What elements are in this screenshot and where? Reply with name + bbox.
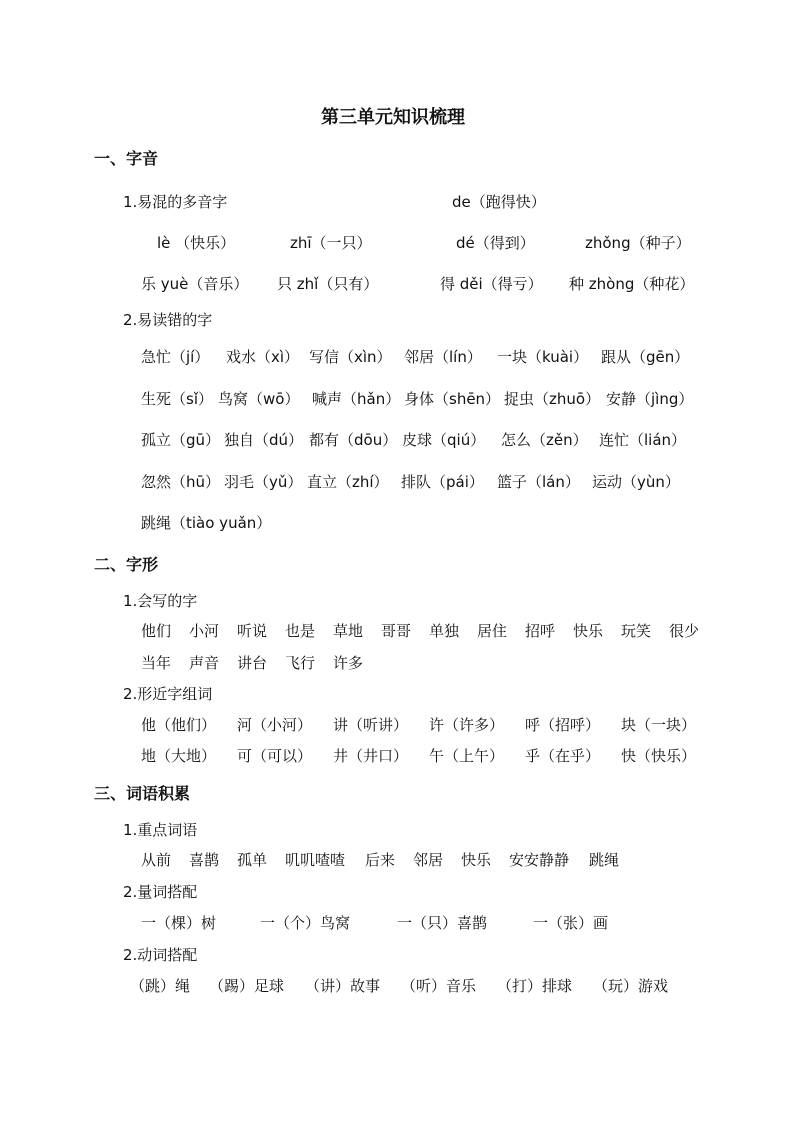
writable-word: 声音 (189, 654, 220, 672)
subheading-misread: 2.易读错的字 (123, 311, 213, 329)
key-word: 快乐 (461, 851, 492, 869)
writable-word: 也是 (285, 622, 316, 640)
verb-phrase: （踢）足球 (209, 977, 285, 995)
section-heading-pronunciation: 一、字音 (94, 149, 159, 168)
misread-word: 都有（dōu） (309, 431, 398, 449)
misread-word: 喊声（hǎn） (312, 390, 401, 408)
verb-phrase: （跳）绳 (130, 977, 191, 995)
similar-char-pair: 他（他们） (141, 716, 217, 734)
misread-word: 一块（kuài） (497, 348, 589, 366)
similar-char-pair: 讲（听讲） (333, 716, 409, 734)
key-word: 孤单 (237, 851, 268, 869)
subheading-similar-chars: 2.形近字组词 (123, 685, 213, 703)
misread-word: 写信（xìn） (309, 348, 392, 366)
subheading-writable: 1.会写的字 (123, 592, 198, 610)
writable-word: 招呼 (525, 622, 556, 640)
measure-phrase: 一（个）鸟窝 (260, 914, 351, 932)
writable-word: 哥哥 (381, 622, 412, 640)
key-word: 跳绳 (589, 851, 620, 869)
misread-word: 忽然（hū） (141, 473, 221, 491)
misread-word: 独自（dú） (224, 431, 304, 449)
section-heading-character-form: 二、字形 (94, 555, 159, 574)
polyphonic-item: dé（得到） (456, 234, 535, 252)
similar-char-pair: 许（许多） (429, 716, 505, 734)
writable-word: 小河 (189, 622, 220, 640)
similar-char-pair: 快（快乐） (621, 747, 697, 765)
similar-char-pair: 河（小河） (237, 716, 313, 734)
writable-word: 玩笑 (621, 622, 652, 640)
polyphonic-item: 乐 yuè（音乐） (141, 275, 249, 293)
misread-word: 跳绳（tiào yuǎn） (141, 514, 272, 532)
section-heading-vocabulary: 三、词语积累 (94, 784, 191, 803)
misread-word: 安静（jìng） (606, 390, 694, 408)
writable-word: 居住 (477, 622, 508, 640)
writable-word: 当年 (141, 654, 172, 672)
similar-char-pair: 地（大地） (141, 747, 217, 765)
polyphonic-de: de（跑得快） (452, 193, 546, 211)
similar-char-pair: 午（上午） (429, 747, 505, 765)
verb-phrase: （玩）游戏 (593, 977, 669, 995)
misread-word: 篮子（lán） (497, 473, 580, 491)
writable-word: 讲台 (237, 654, 268, 672)
similar-char-pair: 可（可以） (237, 747, 313, 765)
subheading-verb-collocations: 2.动词搭配 (123, 946, 198, 964)
polyphonic-item: 得 děi（得亏） (440, 275, 543, 293)
polyphonic-item: zhī（一只） (290, 234, 372, 252)
verb-phrase: （听）音乐 (401, 977, 477, 995)
misread-word: 羽毛（yǔ） (224, 473, 303, 491)
subheading-key-words: 1.重点词语 (123, 821, 198, 839)
key-word: 从前 (141, 851, 172, 869)
writable-word: 听说 (237, 622, 268, 640)
similar-char-pair: 块（一块） (621, 716, 697, 734)
polyphonic-item: zhǒng（种子） (585, 234, 691, 252)
writable-word: 许多 (333, 654, 364, 672)
writable-word: 很少 (669, 622, 700, 640)
misread-word: 戏水（xì） (226, 348, 300, 366)
measure-phrase: 一（张）画 (533, 914, 609, 932)
misread-word: 生死（sǐ） (141, 390, 213, 408)
misread-word: 跟从（gēn） (601, 348, 690, 366)
verb-phrase: （打）排球 (497, 977, 573, 995)
subheading-polyphonic: 1.易混的多音字 (123, 193, 228, 211)
misread-word: 急忙（jí） (141, 348, 210, 366)
misread-word: 皮球（qiú） (402, 431, 486, 449)
measure-phrase: 一（棵）树 (141, 914, 217, 932)
measure-phrase: 一（只）喜鹊 (397, 914, 488, 932)
misread-word: 身体（shēn） (404, 390, 501, 408)
misread-word: 怎么（zěn） (501, 431, 588, 449)
key-word: 后来 (365, 851, 396, 869)
key-word: 邻居 (413, 851, 444, 869)
writable-word: 飞行 (285, 654, 316, 672)
polyphonic-item: lè （快乐） (157, 234, 236, 252)
key-word: 安安静静 (509, 851, 570, 869)
misread-word: 鸟窝（wō） (218, 390, 300, 408)
misread-word: 连忙（lián） (599, 431, 687, 449)
misread-word: 运动（yùn） (592, 473, 680, 491)
misread-word: 孤立（gū） (141, 431, 221, 449)
polyphonic-item: 种 zhòng（种花） (569, 275, 695, 293)
subheading-measure-words: 2.量词搭配 (123, 883, 198, 901)
misread-word: 排队（pái） (401, 473, 484, 491)
similar-char-pair: 井（井口） (333, 747, 409, 765)
writable-word: 草地 (333, 622, 364, 640)
similar-char-pair: 乎（在乎） (525, 747, 601, 765)
key-word: 喜鹊 (189, 851, 220, 869)
verb-phrase: （讲）故事 (305, 977, 381, 995)
misread-word: 直立（zhí） (307, 473, 389, 491)
key-word: 叽叽喳喳 (285, 851, 346, 869)
misread-word: 邻居（lín） (404, 348, 482, 366)
writable-word: 快乐 (573, 622, 604, 640)
misread-word: 捉虫（zhuō） (504, 390, 601, 408)
writable-word: 他们 (141, 622, 172, 640)
writable-word: 单独 (429, 622, 460, 640)
page-title: 第三单元知识梳理 (321, 107, 465, 128)
similar-char-pair: 呼（招呼） (525, 716, 601, 734)
polyphonic-item: 只 zhǐ（只有） (277, 275, 379, 293)
